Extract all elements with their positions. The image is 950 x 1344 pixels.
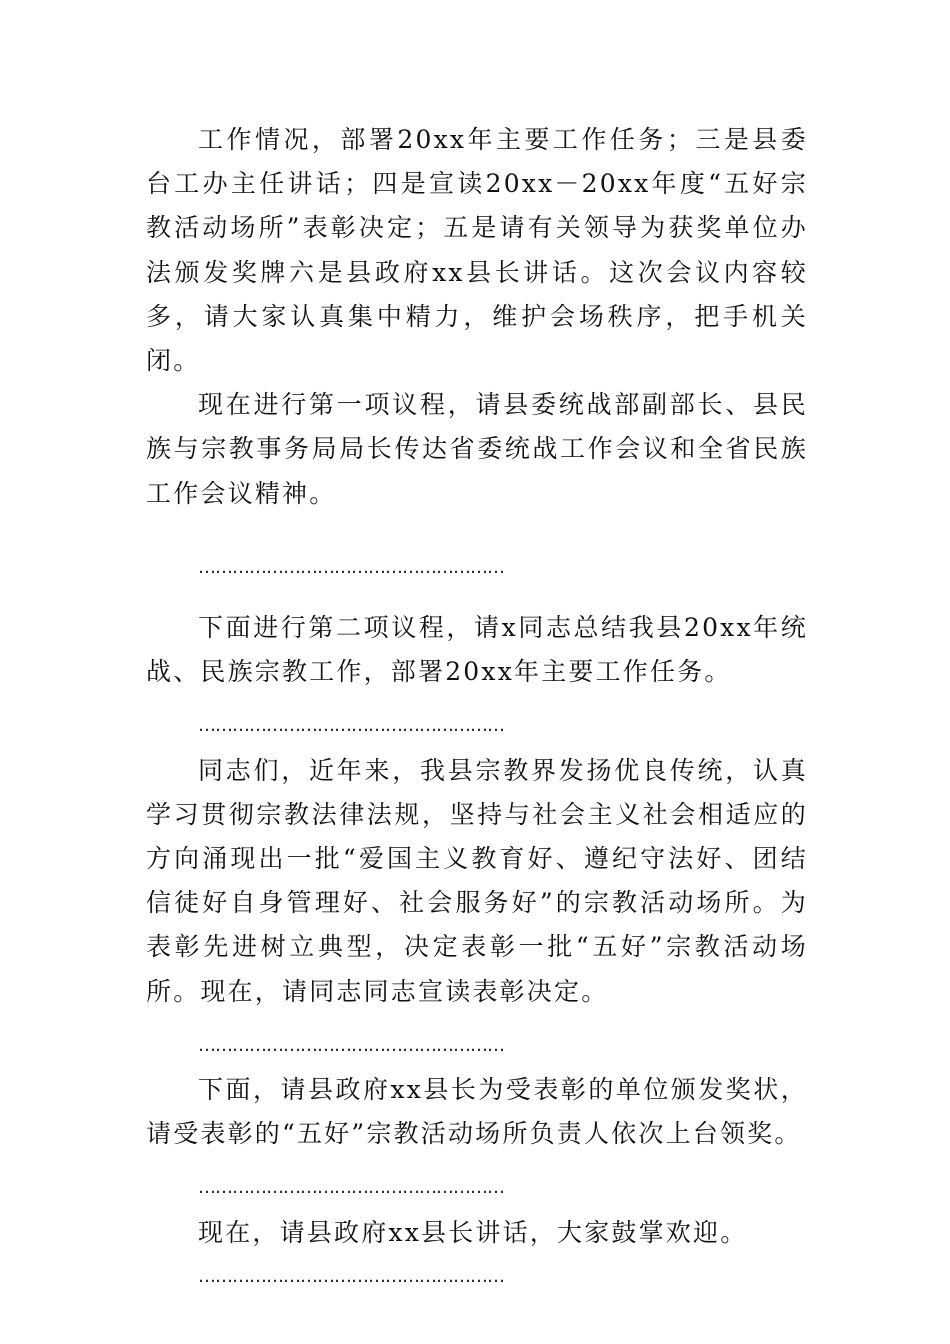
ellipsis-separator: ………………………………………………	[198, 715, 504, 737]
spacer	[146, 1014, 808, 1024]
spacer	[146, 516, 808, 546]
spacer	[146, 1156, 808, 1166]
paragraph-agenda-overview: 工作情况，部署20xx年主要工作任务；三是县委台工办主任讲话；四是宣读20xx－20xx年度“五好宗教活动场所”表彰决定；五是请有关领导为获奖单位办法颁发奖牌六是县政府xx县长讲话。这次会议内容较多，请大家认真集中精力，维护会场秩序，把手机关闭。	[146, 125, 808, 376]
paragraph-second-agenda-item: 下面进行第二项议程，请x同志总结我县20xx年统战、民族宗教工作，部署20xx年主要工作任务。	[146, 613, 808, 687]
document-body	[146, 118, 808, 1299]
ellipsis-separator: ………………………………………………	[198, 1265, 504, 1287]
ellipsis-separator: ………………………………………………	[198, 556, 504, 578]
ellipsis-separator: ………………………………………………	[198, 1034, 504, 1056]
ellipsis-separator: ………………………………………………	[198, 1177, 504, 1199]
spacer	[146, 590, 808, 606]
spacer	[146, 694, 808, 704]
paragraph-commendation: 同志们，近年来，我县宗教界发扬优良传统，认真学习贯彻宗教法律法规，坚持与社会主义社会相适应的方向涌现出一批“爱国主义教育好、遵纪守法好、团结信徒好自身管理好、社会服务好”的宗教活动场所。为表彰先进树立典型，决定表彰一批“五好”宗教活动场所。现在，请同志同志宣读表彰决定。	[146, 755, 808, 1006]
paragraph-county-head-speech: 现在，请县政府xx县长讲话，大家鼓掌欢迎。	[198, 1217, 748, 1247]
paragraph-award-ceremony: 下面，请县政府xx县长为受表彰的单位颁发奖状，请受表彰的“五好”宗教活动场所负责人依次上台领奖。	[146, 1075, 808, 1149]
paragraph-first-agenda-item: 现在进行第一项议程，请县委统战部副部长、县民族与宗教事务局局长传达省委统战工作会议和全省民族工作会议精神。	[146, 390, 808, 508]
